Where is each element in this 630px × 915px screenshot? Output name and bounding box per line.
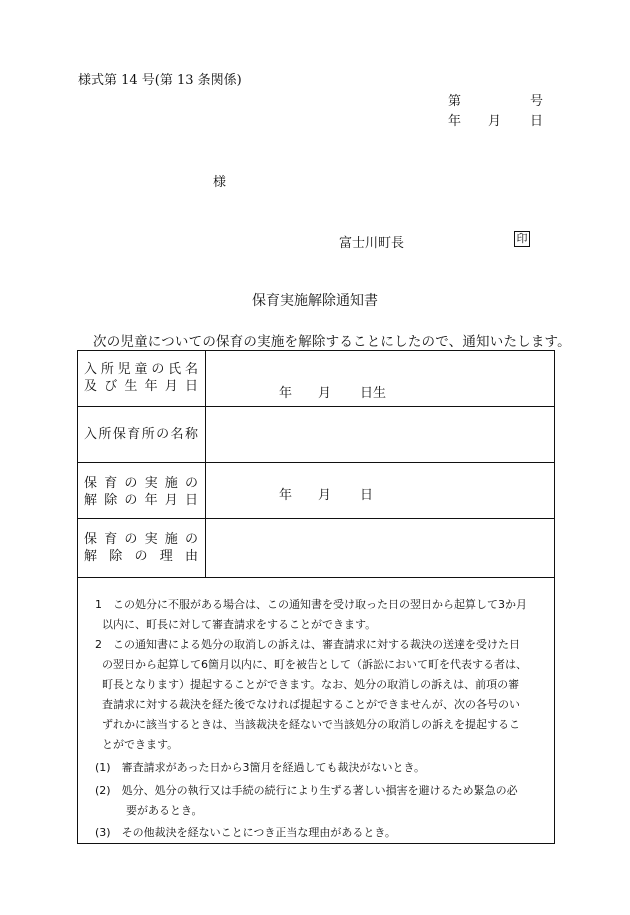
- note-line: 1 この処分に不服がある場合は、この通知書を受け取った日の翌日から起算して3か月: [95, 598, 527, 611]
- birth-month-label: 月: [318, 386, 332, 401]
- note-line: 町長となります）提起することができます。なお、処分の取消しの訴えは、前項の審: [102, 678, 520, 691]
- label-line: 保育の実施の: [84, 476, 198, 491]
- row-divider: [78, 518, 554, 519]
- row-divider: [78, 577, 554, 578]
- date-day-label: 日: [530, 114, 544, 129]
- note-line: (1) 審査請求があった日から3箇月を経過しても裁決がないとき。: [95, 761, 426, 774]
- seal-mark: 印: [514, 231, 530, 247]
- cancel-day-label: 日: [360, 488, 374, 503]
- intro-text: 次の児童についての保育の実施を解除することにしたので、通知いたします。: [93, 334, 571, 350]
- row-divider: [78, 462, 554, 463]
- document-title: 保育実施解除通知書: [252, 293, 378, 309]
- label-line: 保育の実施の: [84, 532, 198, 547]
- label-line: 入所児童の氏名: [84, 362, 198, 377]
- note-line: とができます。: [102, 738, 179, 751]
- label-nursery-name: [84, 426, 198, 443]
- birth-year-label: 年: [279, 386, 293, 401]
- note-line: の翌日から起算して6箇月以内に、町を被告として（訴訟において町を代表する者は、: [102, 658, 527, 671]
- note-line: (2) 処分、処分の執行又は手続の続行により生ずる著しい損害を避けるため緊急の必: [95, 784, 518, 797]
- label-line: 解除の年月日: [84, 493, 198, 508]
- note-line: (3) その他裁決を経ないことにつき正当な理由があるとき。: [95, 826, 396, 839]
- cancel-month-label: 月: [318, 488, 332, 503]
- label-line: 入所保育所の名称: [84, 427, 198, 442]
- sender-name: 富士川町長: [339, 236, 405, 251]
- date-month-label: 月: [488, 114, 502, 129]
- cancel-year-label: 年: [279, 488, 293, 503]
- note-line: 査請求に対する裁決を経た後でなければ提起することができませんが、次の各号のい: [102, 698, 520, 711]
- document-number-suffix: 号: [530, 94, 544, 109]
- label-cancellation-reason: [84, 531, 198, 565]
- recipient-honorific: 様: [213, 175, 227, 190]
- label-child-name-birthdate: [84, 361, 198, 395]
- label-line: 及び生年月日: [84, 379, 198, 394]
- label-column-divider: [205, 351, 206, 577]
- birth-day-label: 日生: [360, 386, 387, 401]
- notice-table: [77, 350, 555, 844]
- note-line: 要があるとき。: [126, 804, 203, 817]
- label-line: 解除の理由: [84, 549, 198, 564]
- row-divider: [78, 406, 554, 407]
- form-number: 様式第 14 号(第 13 条関係): [78, 73, 242, 88]
- note-line: ずれかに該当するときは、当該裁決を経ないで当該処分の取消しの訴えを提起するこ: [102, 718, 520, 731]
- note-line: 以内に、町長に対して審査請求をすることができます。: [102, 618, 377, 631]
- note-line: 2 この通知書による処分の取消しの訴えは、審査請求に対する裁決の送達を受けた日: [95, 638, 520, 651]
- document-number-label: 第: [448, 94, 462, 109]
- date-year-label: 年: [448, 114, 462, 129]
- label-cancellation-date: [84, 475, 198, 509]
